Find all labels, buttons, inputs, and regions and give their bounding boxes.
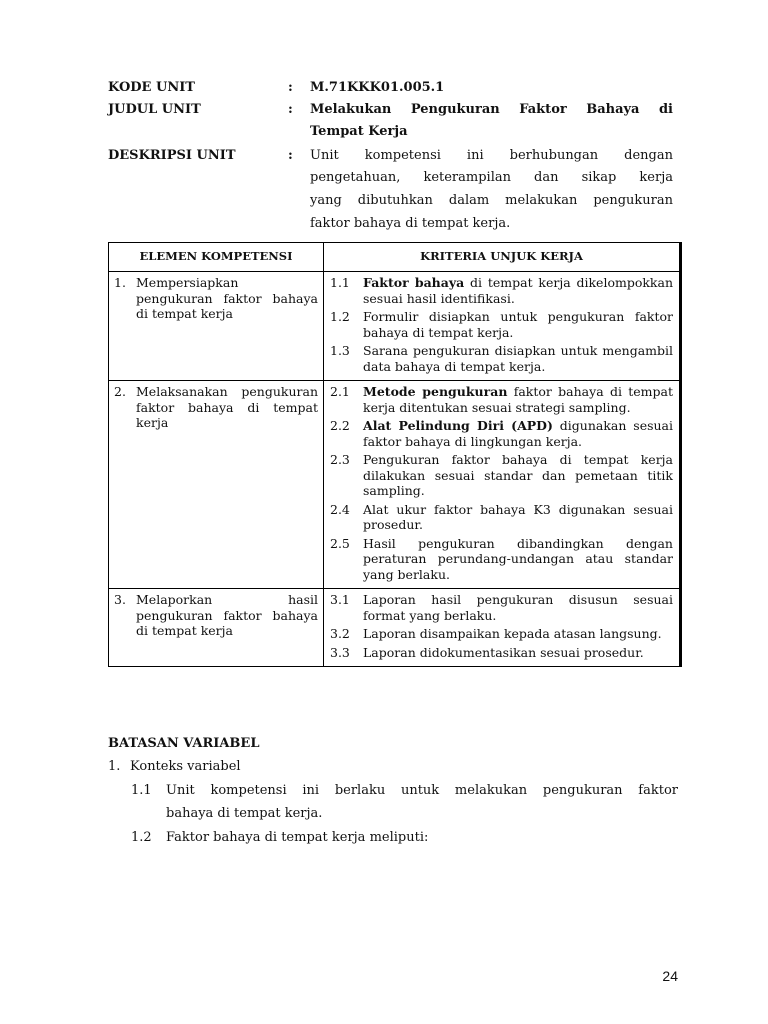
kriteria-item — [330, 452, 673, 499]
kriteria-description: Laporan hasil pengukuran disusun sesuai format yang berlaku. — [363, 592, 673, 623]
kriteria-text — [363, 275, 673, 306]
deskripsi-unit-label: DESKRIPSI UNIT — [108, 148, 236, 163]
kriteria-item — [330, 418, 673, 449]
kriteria-number: 3.2 — [330, 626, 350, 641]
kode-unit-label: KODE UNIT — [108, 80, 195, 95]
judul-unit-line-2: Tempat Kerja — [310, 124, 408, 139]
kriteria-cell — [324, 381, 680, 589]
sub-item-1-1 — [131, 780, 679, 802]
kriteria-text — [363, 502, 673, 533]
deskripsi-line-3: yang dibutuhkan dalam melakukan pengukuran — [310, 193, 673, 208]
kriteria-item — [330, 592, 673, 623]
table-row — [109, 381, 680, 589]
kriteria-item — [330, 343, 673, 374]
deskripsi-line-1: Unit kompetensi ini berhubungan dengan — [310, 148, 673, 163]
kriteria-item — [330, 626, 673, 642]
kriteria-description: Alat ukur faktor bahaya K3 digunakan sesuai prosedur. — [363, 501, 673, 532]
kriteria-item — [330, 502, 673, 533]
kriteria-number: 2.4 — [330, 501, 350, 517]
sub-item-number: 1.2 — [131, 830, 152, 845]
judul-unit-label: JUDUL UNIT — [108, 102, 201, 117]
kode-unit-value: M.71KKK01.005.1 — [310, 80, 445, 95]
kriteria-description: Pengukuran faktor bahaya di tempat kerja dilakukan sesuai standar dan pemetaan titik sampling. — [363, 452, 673, 498]
kriteria-cell — [324, 589, 680, 667]
sub-item-line-1: Unit kompetensi ini berlaku untuk melakukan pengukuran faktor — [166, 783, 678, 798]
sub-item-1-1-cont — [166, 803, 322, 825]
deskripsi-line-4: faktor bahaya di tempat kerja. — [310, 216, 511, 231]
colon: : — [288, 102, 293, 117]
kriteria-text — [363, 384, 673, 415]
sub-item-line-2: bahaya di tempat kerja. — [166, 806, 323, 821]
kriteria-number: 2.1 — [330, 384, 350, 399]
elemen-item — [114, 384, 318, 431]
kriteria-description: Laporan didokumentasikan sesuai prosedur. — [363, 644, 644, 660]
elemen-kompetensi-cell — [109, 381, 324, 589]
elemen-text: Melaporkan hasil pengukuran faktor bahaya di tempat kerja — [136, 592, 318, 638]
kriteria-number: 1.3 — [330, 343, 350, 358]
konteks-variabel-item — [108, 756, 241, 778]
kriteria-bold-term: Faktor bahaya — [363, 275, 465, 290]
kriteria-text — [363, 418, 673, 449]
elemen-text: Melaksanakan pengukuran faktor bahaya di tempat kerja — [136, 384, 318, 430]
item-number: 1. — [108, 759, 121, 774]
kriteria-description: di tempat kerja dikelompokkan sesuai hasil identifikasi. — [363, 275, 674, 306]
kriteria-number: 2.2 — [330, 418, 350, 433]
header-kriteria-unjuk-kerja: KRITERIA UNJUK KERJA — [324, 243, 680, 272]
kriteria-number: 2.3 — [330, 452, 350, 467]
kriteria-description: Formulir disiapkan untuk pengukuran faktor bahaya di tempat kerja. — [363, 309, 673, 340]
elemen-item — [114, 592, 318, 639]
sub-item-1-2 — [131, 827, 428, 849]
kriteria-description: Laporan disampaikan kepada atasan langsung. — [363, 626, 662, 641]
kriteria-bold-term: Metode pengukuran — [363, 384, 508, 399]
kriteria-item — [330, 536, 673, 583]
kriteria-text — [363, 452, 673, 499]
kriteria-number: 2.5 — [330, 535, 350, 551]
kriteria-text — [363, 645, 673, 661]
item-text: Konteks variabel — [130, 759, 241, 774]
batasan-variabel-title: BATASAN VARIABEL — [108, 736, 260, 751]
colon: : — [288, 80, 293, 95]
kriteria-text — [363, 536, 673, 583]
kriteria-description: Hasil pengukuran dibandingkan dengan peraturan perundang-undangan atau standar yang berlaku. — [363, 535, 673, 582]
kriteria-number: 3.3 — [330, 644, 350, 660]
judul-unit-line-1: Melakukan Pengukuran Faktor Bahaya di — [310, 102, 673, 117]
elemen-number: 1. — [114, 275, 126, 290]
kriteria-item — [330, 384, 673, 415]
kriteria-description: faktor bahaya di tempat kerja ditentukan sesuai strategi sampling. — [363, 384, 673, 415]
sub-item-number: 1.1 — [131, 783, 152, 798]
kriteria-text — [363, 626, 673, 642]
kriteria-bold-term: Alat Pelindung Diri (APD) — [363, 418, 553, 433]
header-elemen-kompetensi: ELEMEN KOMPETENSI — [109, 243, 324, 272]
kriteria-number: 1.1 — [330, 275, 350, 290]
kriteria-item — [330, 645, 673, 661]
kriteria-number: 1.2 — [330, 309, 350, 324]
elemen-kompetensi-cell — [109, 272, 324, 381]
deskripsi-line-2: pengetahuan, keterampilan dan sikap kerja — [310, 170, 673, 185]
elemen-text: Mempersiapkan pengukuran faktor bahaya di tempat kerja — [136, 275, 318, 321]
elemen-number: 3. — [114, 592, 126, 607]
kriteria-number: 3.1 — [330, 592, 350, 607]
table-row — [109, 272, 680, 381]
elemen-number: 2. — [114, 384, 126, 399]
page-number: 24 — [662, 968, 678, 984]
colon: : — [288, 148, 293, 163]
kriteria-text — [363, 343, 673, 374]
elemen-kompetensi-cell — [109, 589, 324, 667]
kriteria-item — [330, 309, 673, 340]
table-header-row — [109, 243, 680, 272]
elemen-item — [114, 275, 318, 322]
sub-item-text: Faktor bahaya di tempat kerja meliputi: — [166, 830, 429, 845]
kriteria-cell — [324, 272, 680, 381]
kriteria-description: digunakan sesuai faktor bahaya di lingkungan kerja. — [363, 418, 674, 449]
table-body — [109, 272, 680, 667]
kriteria-description: Sarana pengukuran disiapkan untuk mengambil data bahaya di tempat kerja. — [363, 343, 673, 374]
competency-table — [108, 242, 680, 667]
table-row — [109, 589, 680, 667]
kriteria-text — [363, 309, 673, 340]
kriteria-item — [330, 275, 673, 306]
kriteria-text — [363, 592, 673, 623]
